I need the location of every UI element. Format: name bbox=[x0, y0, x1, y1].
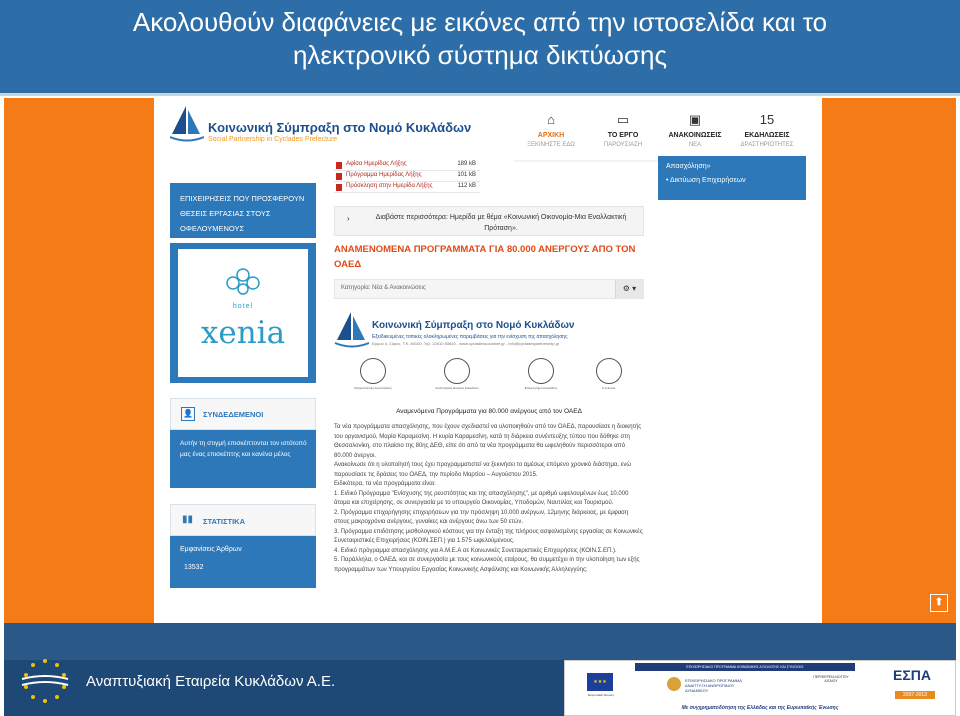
connected-users-widget bbox=[170, 398, 316, 488]
side-link-networking-label: Δικτύωση Επιχειρήσεων bbox=[670, 177, 746, 184]
site-logo[interactable] bbox=[170, 102, 472, 152]
slide-title-line2: ηλεκτρονικό σύστημα δικτύωσης bbox=[292, 40, 668, 70]
partner-name: Αναπτυξιακή Εταιρεία Κυκλάδων bbox=[435, 386, 479, 390]
article-paragraph: 3. Πρόγραμμα επιδότησης μισθολογικού κόστους για την ένταξη της πλήρους ασφαλισμένης εργασίας σε Κοινωνικές Συνεταιριστικές Επιχειρήσεις (ΚΟΙΝ.ΣΕΠ.) για 1.575 ωφελούμενους. bbox=[334, 528, 643, 544]
gear-icon[interactable]: ⚙ ▾ bbox=[615, 280, 643, 298]
bar-chart-icon: ▮▮ bbox=[182, 514, 194, 525]
site-logo-subtitle: Social Partnership in Cyclades Prefecture bbox=[208, 136, 338, 143]
connected-header bbox=[170, 398, 316, 430]
funding-logos-strip bbox=[564, 660, 956, 716]
partner-logo bbox=[516, 358, 566, 390]
program-emblem-icon bbox=[667, 677, 681, 691]
hotel-brand-label: xenia bbox=[200, 315, 286, 351]
side-link-networking[interactable]: • Δικτύωση Επιχειρήσεων bbox=[666, 177, 746, 184]
article-title-link[interactable]: ΑΝΑΜΕΝΟΜΕΝΑ ΠΡΟΓΡΑΜΜΑΤΑ ΓΙΑ 80.000 ΑΝΕΡΓΟΥΣ ΑΠΟ ΤΟΝ ΟΑΕΔ bbox=[334, 244, 636, 270]
folder-icon: ▭ bbox=[616, 112, 630, 127]
funding-caption: Με συγχρηματοδότηση της Ελλάδας και της Ευρωπαϊκής Ένωσης bbox=[681, 705, 839, 711]
attachment-size: 112 kB bbox=[457, 183, 476, 189]
article-paragraph: 5. Παράλληλα, ο ΟΑΕΔ, και σε συνεργασία με τους κοινωνικούς εταίρους, θα συμμετέχει in την υλοποίηση των εξής προγραμμάτων των Υπουργείου Εργασίας Κοινωνικής Ασφάλισης και Κοινωνικής Αλληλεγγύης: bbox=[334, 557, 640, 573]
left-menu-line3: ΟΦΕΛΟΥΜΕΝΟΥΣ bbox=[180, 224, 245, 233]
hotel-logo-image bbox=[178, 249, 308, 377]
partner-name: Μητροπολιτική Αναπτυξιακή bbox=[354, 386, 392, 390]
slide-title bbox=[0, 6, 960, 72]
statistics-widget bbox=[170, 504, 316, 588]
nav-project-sub: ΠΑΡΟΥΣΙΑΣΗ bbox=[603, 142, 643, 148]
side-link-employment[interactable]: Απασχόληση» bbox=[666, 163, 711, 170]
sailboat-icon bbox=[334, 310, 370, 350]
calendar-icon: 15 bbox=[759, 112, 775, 127]
stats-label: Εμφανίσεις Άρθρων bbox=[180, 546, 242, 553]
connected-text: Αυτήν τη στιγμή επισκέπτονται τον ιστότοπό μας ένας επισκέπτης και κανένα μέλος bbox=[180, 440, 307, 458]
screenshot-stage bbox=[4, 98, 956, 623]
nav-events-sub: ΔΡΑΣΤΗΡΙΟΤΗΤΕΣ bbox=[740, 142, 794, 148]
hotel-emblem-icon bbox=[178, 249, 308, 309]
website-screenshot bbox=[154, 98, 822, 623]
arrow-up-icon: ⬆ bbox=[934, 597, 944, 608]
article-body bbox=[334, 408, 644, 623]
article-paragraph: Ανακοίνωσε ότι η υλοποίησή τους έχει προγραμματιστεί να ξεκινήσει το αμέσως επόμενο χρονικό διάστημα, ενώ παρουσίασε τις δράσεις του ΟΑΕΔ, την περίοδο Μαρτίου – Αυγούστου 2015. bbox=[334, 462, 632, 478]
partner-logo bbox=[584, 358, 634, 390]
left-menu-line2: ΘΕΣΕΙΣ ΕΡΓΑΣΙΑΣ ΣΤΟΥΣ bbox=[180, 209, 271, 218]
attachment-row[interactable] bbox=[334, 171, 480, 182]
side-links-box bbox=[658, 156, 806, 200]
funding-program-bar: ΕΠΙΧΕΙΡΗΣΙΑΚΟ ΠΡΟΓΡΑΜΜΑ ΚΟΙΝΩΝΙΚΗΣ ΑΞΙΟΛΟΓΗΣ ΚΑΙ ΣΥΝΟΧΗΣ bbox=[635, 663, 855, 671]
connected-heading: ΣΥΝΔΕΔΕΜΕΝΟΙ bbox=[203, 410, 264, 419]
article-poster-image bbox=[334, 306, 644, 401]
espa-logo: ΕΣΠΑ bbox=[893, 667, 931, 683]
attachment-name: Αφίσα Ημερίδας Λήξης bbox=[346, 161, 407, 167]
eu-label: Ευρωπαϊκή Ένωση bbox=[588, 693, 614, 697]
partner-name: Κ.Α.Ε.Α.Ε. bbox=[601, 386, 617, 390]
nav-announcements-label: ΑΝΑΚΟΙΝΩΣΕΙΣ bbox=[668, 132, 722, 139]
partner-logo bbox=[432, 358, 482, 390]
nav-home-sub: ΞΕΚΙΝΗΣΤΕ ΕΔΩ bbox=[527, 142, 575, 148]
site-logo-title: Κοινωνική Σύμπραξη στο Νομό Κυκλάδων bbox=[208, 120, 472, 135]
poster-title: Κοινωνική Σύμπραξη στο Νομό Κυκλάδων bbox=[372, 320, 575, 331]
poster-address: Ερμού 4, Σύρος, Τ.Κ. 84100, Τηλ: 22810 83810 - www.cycladessocialnet.gr - info@cycladespartnership.gr bbox=[372, 341, 560, 346]
nav-home[interactable] bbox=[516, 112, 586, 148]
nav-events[interactable] bbox=[732, 112, 802, 148]
hotel-banner[interactable] bbox=[170, 243, 316, 383]
nav-events-label: ΕΚΔΗΛΩΣΕΙΣ bbox=[744, 132, 790, 139]
slide-title-line1: Ακολουθούν διαφάνειες με εικόνες από την ιστοσελίδα και το bbox=[132, 7, 828, 37]
monitor-icon: ▣ bbox=[688, 112, 702, 127]
espa-years: 2007-2013 bbox=[895, 691, 935, 699]
left-menu-box[interactable] bbox=[170, 183, 316, 238]
stats-heading: ΣΤΑΤΙΣΤΙΚΑ bbox=[203, 517, 245, 526]
sailboat-icon bbox=[170, 104, 204, 144]
article-paragraph: 2. Πρόγραμμα επιχορήγησης επιχειρήσεων για την πρόσληψη 10.000 ανέργων, 12μηνης διάρκειας, με έμφαση στους μακροχρόνια ανέργους, γυναίκες και ανέργους άνω των 50 ετών. bbox=[334, 509, 629, 525]
footer-band bbox=[4, 623, 956, 660]
scroll-to-top-button[interactable] bbox=[930, 594, 948, 612]
nav-home-label: ΑΡΧΙΚΗ bbox=[537, 132, 565, 139]
program-label: ΕΠΙΧΕΙΡΗΣΙΑΚΟ ΠΡΟΓΡΑΜΜΑ ΑΝΑΠΤΥΞΗ ΑΝΘΡΩΠΙΝΟΥ ΔΥΝΑΜΙΚΟΥ bbox=[685, 678, 742, 693]
left-menu-line1: ΕΠΙΧΕΙΡΗΣΕΙΣ ΠΟΥ ΠΡΟΣΦΕΡΟΥΝ bbox=[180, 194, 305, 203]
attachment-size: 101 kB bbox=[457, 172, 476, 178]
partner-emblem-icon bbox=[444, 358, 470, 384]
read-more-button[interactable] bbox=[334, 206, 644, 236]
partner-emblem-icon bbox=[596, 358, 622, 384]
stats-header bbox=[170, 504, 316, 536]
nav-project[interactable] bbox=[588, 112, 658, 148]
attachments-list bbox=[334, 160, 480, 204]
attachment-name: Πρόσκληση στην Ημερίδα Λήξης bbox=[346, 183, 433, 189]
poster-subtitle: Εξειδικευμένες τοπικές ολοκληρωμένες παρεμβάσεις για την ενίσχυση της απασχόλησης bbox=[372, 334, 568, 340]
company-logo-icon bbox=[12, 653, 78, 709]
pdf-icon bbox=[336, 173, 342, 180]
user-icon: 👤 bbox=[181, 407, 195, 421]
category-label[interactable]: Κατηγορία: Νέα & Ανακοινώσεις bbox=[341, 285, 426, 291]
nav-announcements[interactable] bbox=[660, 112, 730, 148]
attachment-row[interactable] bbox=[334, 160, 480, 171]
footer-company-name: Αναπτυξιακή Εταιρεία Κυκλάδων Α.Ε. bbox=[86, 673, 336, 690]
eu-flag-icon: ★★★ bbox=[587, 673, 613, 691]
nav-announcements-sub: ΝΕΑ bbox=[688, 142, 702, 148]
partner-name: Επιμελητήριο Κυκλάδων bbox=[524, 386, 558, 390]
article-paragraph: 1. Ειδικό Πρόγραμμα "Ενίσχυσης της ρευστότητας και της απασχόλησης", με αριθμό ωφελουμένων έως 10.000 άτομα και επιχείρησης, σε συνεργασία με το υπουργείο Οικονομίας, Υποδομών, Ναυτιλίας και Τουρισμού. bbox=[334, 490, 629, 506]
pdf-icon bbox=[336, 184, 342, 191]
article-paragraph: Τα νέα προγράμματα απασχόλησης, που έχουν σχεδιαστεί να υλοποιηθούν από τον ΟΑΕΔ, παρουσίασε η διοικητής του οργανισμού, Μαρία Καραμεσίνη. Η κυρία Καραμεσίνη, κατά τη διάρκεια συνέντευξης τύπου που δόθηκε στη Θεσσαλονίκη, στο πλαίσιο της 80ης ΔΕΘ, είπε ότι από τα νέα προγράμματα θα ωφεληθούν περισσότεροι από 80.000 άνεργοι. bbox=[334, 424, 642, 459]
article-heading: Αναμενόμενα Προγράμματα για 80.000 ανέργους από τον ΟΑΕΔ bbox=[396, 408, 582, 415]
category-bar bbox=[334, 279, 644, 299]
region-label: ΠΕΡΙΦΕΡΕΙΑ ΝΟΤΙΟΥ ΑΙΓΑΙΟΥ bbox=[813, 675, 849, 683]
chevron-right-icon: › bbox=[347, 214, 350, 223]
article-paragraph: 4. Ειδικό πρόγραμμα απασχόλησης για Α.Μ.Ε.Α σε Κοινωνικές Συνεταιριστικές Επιχειρήσεις (ΚΟΙΝ.Σ.ΕΠ.). bbox=[334, 547, 617, 554]
attachment-size: 189 kB bbox=[457, 161, 476, 167]
main-nav bbox=[514, 98, 806, 162]
pdf-icon bbox=[336, 162, 342, 169]
stats-value: 13532 bbox=[184, 564, 204, 571]
partner-logo bbox=[348, 358, 398, 390]
attachment-row[interactable] bbox=[334, 182, 480, 193]
article-paragraph: Ειδικότερα, τα νέα προγράμματα είναι: bbox=[334, 481, 436, 487]
hotel-small-label: hotel bbox=[232, 303, 254, 310]
read-more-text: Διαβάστε περισσότερα: Ημερίδα με θέμα «Κοινωνική Οικονομία-Μια Εναλλακτική Πρόταση». bbox=[375, 214, 627, 232]
partner-emblem-icon bbox=[360, 358, 386, 384]
home-icon: ⌂ bbox=[547, 112, 555, 127]
slide-footer bbox=[4, 623, 956, 716]
partner-emblem-icon bbox=[528, 358, 554, 384]
nav-project-label: ΤΟ ΕΡΓΟ bbox=[607, 132, 639, 139]
attachment-name: Πρόγραμμα Ημερίδας Λήξης bbox=[346, 172, 422, 178]
slide-header bbox=[0, 0, 960, 96]
